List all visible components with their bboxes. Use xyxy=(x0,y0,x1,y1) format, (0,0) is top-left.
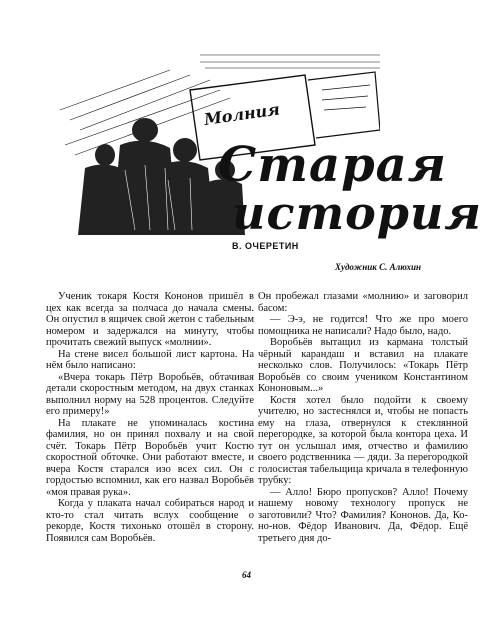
paragraph: Ученик токаря Костя Кононов пришёл в цех как всегда за полчаса до начала смены. Он опустил в ящичек свой жетон с табельным номером и задержался на минуту, чтобы прочитать свежий выпуск «молнии». xyxy=(46,291,254,348)
story-title-line-2: история xyxy=(232,186,483,240)
text-column-right xyxy=(258,291,468,544)
story-title-line-1: Старая xyxy=(218,137,447,193)
paragraph: Он пробежал глазами «молнию» и заговорил басом: xyxy=(258,291,468,314)
paragraph: Когда у плаката начал собираться народ и кто-то стал читать вслух сообщение о рекорде, Костя тихонько отошёл в сторону. Появился сам Воробьёв. xyxy=(46,498,254,544)
page-number: 64 xyxy=(242,570,251,580)
paragraph: — Алло! Бюро пропусков? Алло! Почему нашему новому технологу пропуск не заготовили? Что? Фамилия? Кононов. Да, Ко-но-нов. Фёдор Иванович. Да, Фёдор. Ещё третьего дня до- xyxy=(258,486,468,544)
paragraph: — Э-э, не годится! Что же про моего помощника не написали? Надо было, надо. xyxy=(258,314,468,337)
author-name: В. ОЧЕРЕТИН xyxy=(232,241,299,251)
artist-credit: Художник С. Алюхин xyxy=(335,262,422,272)
paragraph: Воробьёв вытащил из кармана толстый чёрный карандаш и вставил на плакате несколько слов. Получилось: «Токарь Пётр Воробьёв со своим учеником Константином Кононовым...» xyxy=(258,337,468,394)
text-column-left xyxy=(46,291,254,544)
poster-sign-text: Молния xyxy=(202,99,281,129)
paragraph: На стене висел большой лист картона. На нём было написано: xyxy=(46,348,254,371)
paragraph: Костя хотел было подойти к своему учителю, но застеснялся и, чтобы не попасть ему на глаза, отвернулся к стеклянной перегородке, за которой была контора цеха. И тут он услышал имя, отчество и фамилию своего родственника — дяди. За перегородкой голосистая табельщица кричала в телефонную трубку: xyxy=(258,394,468,486)
paragraph: «Вчера токарь Пётр Воробьёв, обтачивая детали скоростным методом, на двух станках выполнил норму на 528 процентов. Следуйте его примеру!» xyxy=(46,371,254,417)
paragraph: На плакате не упоминалась костина фамилия, но он принял похвалу и на свой счёт. Токарь Пётр Воробьёв учит Костю скоростной обточке. Они работают вместе, и вчера Костя старался изо всех сил. Он с гордостью вспомнил, как его назвал Воробьёв «моя правая рука». xyxy=(46,417,254,498)
